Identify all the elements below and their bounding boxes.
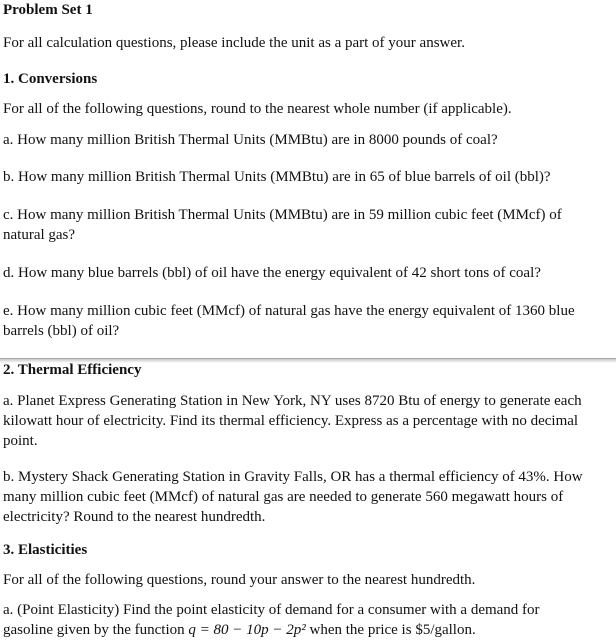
question-1a: a. How many million British Thermal Units (MMBtu) are in 8000 pounds of coal? xyxy=(3,132,498,148)
question-2a-line-2: kilowatt hour of electricity. Find its thermal efficiency. Express as a percentage with no decimal xyxy=(3,413,579,429)
question-2b-line-3: electricity? Round to the nearest hundredth. xyxy=(3,509,266,525)
question-1c-line-1: c. How many million British Thermal Units (MMBtu) are in 59 million cubic feet (MMcf) of xyxy=(3,207,562,223)
question-3a-pre-text: gasoline given by the function xyxy=(3,622,185,638)
section-1-heading: 1. Conversions xyxy=(3,71,98,87)
question-1d: d. How many blue barrels (bbl) of oil have the energy equivalent of 42 short tons of coal? xyxy=(3,265,541,281)
question-2b-line-1: b. Mystery Shack Generating Station in Gravity Falls, OR has a thermal efficiency of 43%. How xyxy=(3,469,583,485)
question-3a-post-text: when the price is $5/gallon. xyxy=(309,622,476,638)
question-2a-line-3: point. xyxy=(3,433,38,449)
question-1e-line-1: e. How many million cubic feet (MMcf) of natural gas have the energy equivalent of 1360 blue xyxy=(3,303,575,319)
question-3a-line-2 xyxy=(3,620,476,641)
section-2-heading: 2. Thermal Efficiency xyxy=(3,362,142,378)
question-1c-line-2: natural gas? xyxy=(3,227,76,243)
section-1-instruction: For all of the following questions, round to the nearest whole number (if applicable). xyxy=(3,101,512,117)
question-2a-line-1: a. Planet Express Generating Station in New York, NY uses 8720 Btu of energy to generate each xyxy=(3,393,582,409)
section-3-heading: 3. Elasticities xyxy=(3,542,88,558)
section-3-instruction: For all of the following questions, round your answer to the nearest hundredth. xyxy=(3,572,476,588)
question-1b: b. How many million British Thermal Units (MMBtu) are in 65 of blue barrels of oil (bbl)? xyxy=(3,169,551,185)
question-2b-line-2: many million cubic feet (MMcf) of natural gas are needed to generate 560 megawatt hours of xyxy=(3,489,564,505)
question-1e-line-2: barrels (bbl) of oil? xyxy=(3,323,120,339)
page-title: Problem Set 1 xyxy=(3,2,93,18)
intro-text: For all calculation questions, please include the unit as a part of your answer. xyxy=(3,35,465,51)
demand-function-formula: q = 80 − 10p − 2p² xyxy=(188,622,306,638)
question-3a-line-1: a. (Point Elasticity) Find the point elasticity of demand for a consumer with a demand for xyxy=(3,602,540,618)
